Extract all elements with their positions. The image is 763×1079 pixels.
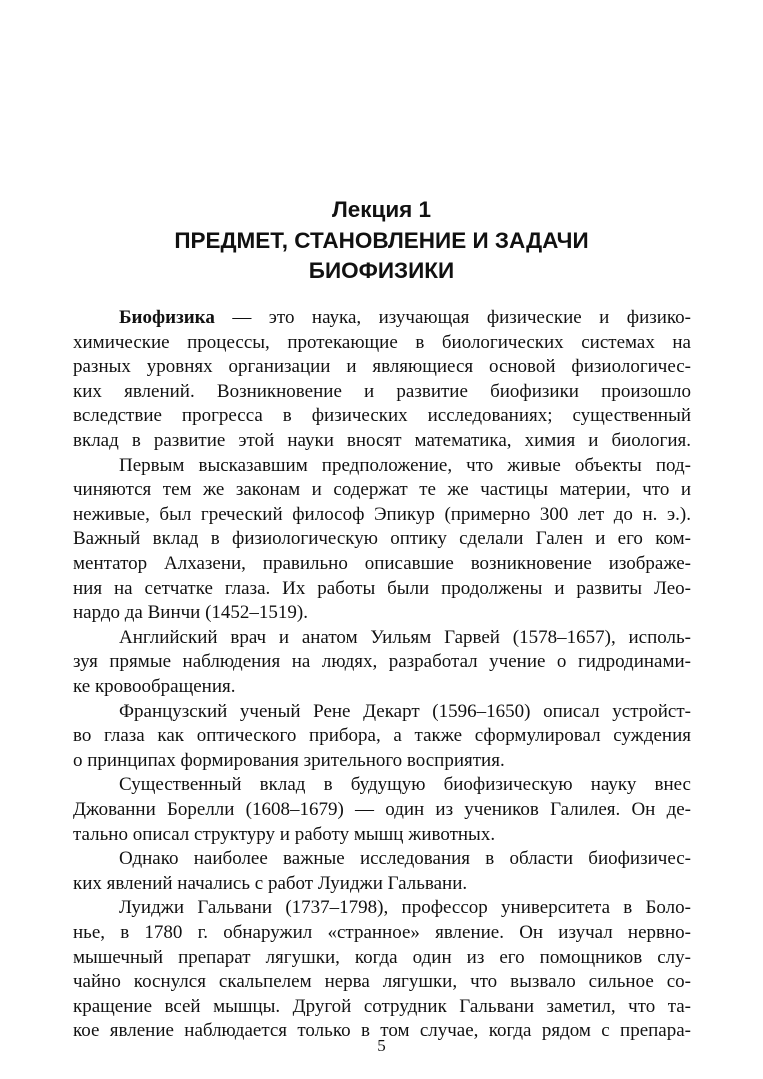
- text-line: о принципах формирования зрительного восприятия.: [73, 750, 505, 771]
- lecture-title-line-2: БИОФИЗИКИ: [308, 258, 455, 283]
- text-line: чиняются тем же законам и содержат те же частицы материи, что и: [73, 479, 691, 500]
- text-line: тально описал структуру и работу мышц животных.: [73, 824, 496, 845]
- text-line: Существенный вклад в будущую биофизическую науку внес: [119, 774, 691, 795]
- text-line: ментатор Алхазени, правильно описавшие возникновение изображе-: [73, 553, 691, 574]
- lecture-title-line-1: ПРЕДМЕТ, СТАНОВЛЕНИЕ И ЗАДАЧИ: [174, 228, 589, 253]
- text-line: разных уровнях организации и являющиеся основой физиологичес-: [73, 356, 691, 377]
- text-line: Важный вклад в физиологическую оптику сделали Гален и его ком-: [73, 528, 691, 549]
- text-line: вклад в развитие этой науки вносят математика, химия и биология.: [73, 430, 691, 451]
- text-line-1-rest: — это наука, изучающая физические и физико-: [232, 307, 692, 328]
- page-number: 5: [377, 1036, 386, 1055]
- text-line: ких явлений. Возникновение и развитие биофизики произошло: [73, 381, 691, 402]
- text-line: Французский ученый Рене Декарт (1596–1650) описал устройст-: [119, 701, 691, 722]
- text-line: Английский врач и анатом Уильям Гарвей (1578–1657), исполь-: [119, 627, 691, 648]
- text-line-1: [119, 305, 691, 330]
- text-line: ких явлений начались с работ Луиджи Гальвани.: [73, 873, 468, 894]
- text-line: Первым высказавшим предположение, что живые объекты под-: [119, 455, 691, 476]
- defined-term: Биофизика: [119, 307, 215, 328]
- text-line: во глаза как оптического прибора, а также сформулировал суждения: [73, 725, 691, 746]
- text-line: зуя прямые наблюдения на людях, разработал учение о гидродинами-: [73, 651, 691, 672]
- text-line: Луиджи Гальвани (1737–1798), профессор университета в Боло-: [119, 897, 691, 918]
- text-line: Джованни Борелли (1608–1679) — один из учеников Галилея. Он де-: [73, 799, 691, 820]
- text-line: Однако наиболее важные исследования в области биофизичес-: [119, 848, 691, 869]
- text-line: нье, в 1780 г. обнаружил «странное» явление. Он изучал нервно-: [73, 922, 691, 943]
- text-line: вследствие прогресса в физических исследованиях; существенный: [73, 405, 691, 426]
- text-line: ке кровообращения.: [73, 676, 236, 697]
- text-line: кращение всей мышцы. Другой сотрудник Гальвани заметил, что та-: [73, 996, 691, 1017]
- text-line: мышечный препарат лягушки, когда один из его помощников слу-: [73, 947, 691, 968]
- text-line: чайно коснулся скальпелем нерва лягушки, что вызвало сильное со-: [73, 971, 691, 992]
- text-line: ния на сетчатке глаза. Их работы были продолжены и развиты Лео-: [73, 578, 691, 599]
- text-line: неживые, был греческий философ Эпикур (примерно 300 лет до н. э.).: [73, 504, 691, 525]
- lecture-number: Лекция 1: [331, 197, 432, 222]
- text-line: нардо да Винчи (1452–1519).: [73, 602, 309, 623]
- text-line-last: кое явление наблюдается только в том случае, когда рядом с препара-: [73, 1020, 691, 1041]
- text-line: химические процессы, протекающие в биологических системах на: [73, 332, 691, 353]
